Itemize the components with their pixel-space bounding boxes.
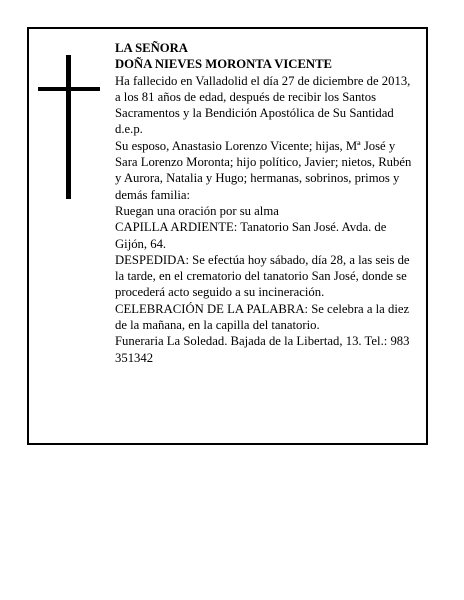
rest-in-peace: d.e.p. — [115, 122, 143, 137]
chapel-info: CAPILLA ARDIENTE: Tanatorio San José. Avda. de Gijón, 64. — [115, 220, 387, 251]
cross-vertical-bar — [66, 55, 71, 199]
deceased-name: DOÑA NIEVES MORONTA VICENTE — [115, 57, 333, 72]
notice-title: LA SEÑORA — [115, 41, 188, 55]
funeral-home-info: Funeraria La Soledad. Bajada de la Libertad, 13. Tel.: 983 351342 — [115, 334, 410, 365]
cross-icon — [38, 55, 100, 199]
prayer-request: Ruegan una oración por su alma — [115, 203, 279, 218]
obituary-notice — [27, 27, 428, 445]
death-announcement: Ha fallecido en Valladolid el día 27 de diciembre de 2013, a los 81 años de edad, después de recibir los Santos Sacramentos y la Bendición Apostólica de Su Santidad — [115, 73, 411, 121]
farewell-info: DESPEDIDA: Se efectúa hoy sábado, día 28, a las seis de la tarde, en el crematorio del tanatorio San José, donde se procederá acto seguido a su incineración. — [115, 252, 410, 300]
notice-text — [115, 40, 418, 366]
cross-horizontal-bar — [38, 87, 100, 91]
celebration-info: CELEBRACIÓN DE LA PALABRA: Se celebra a la diez de la mañana, en la capilla del tanatorio. — [115, 301, 410, 333]
family-list: Su esposo, Anastasio Lorenzo Vicente; hijas, Mª José y Sara Lorenzo Moronta; hijo político, Javier; nietos, Rubén y Aurora, Natalia y Hugo; hermanas, sobrinos, primos y demás familia: — [115, 138, 412, 202]
